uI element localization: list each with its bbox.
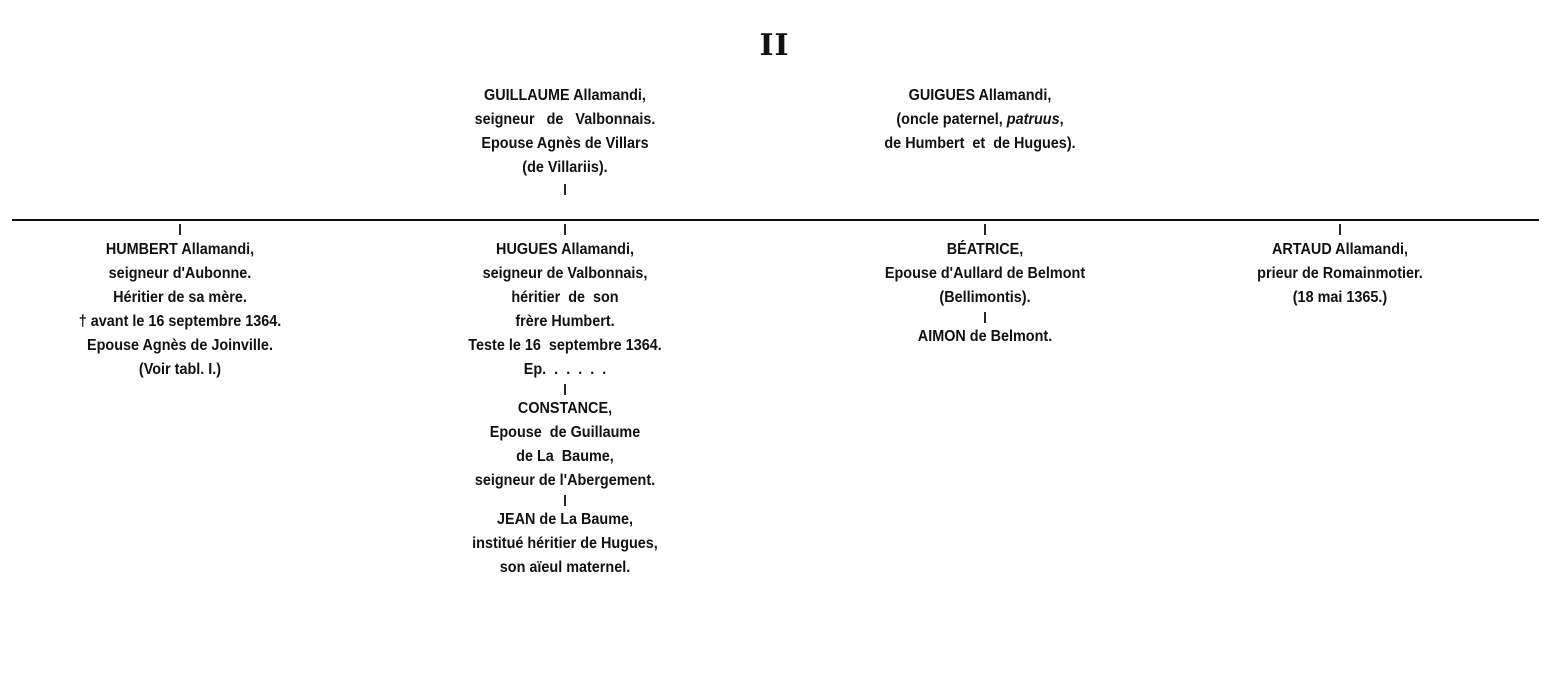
guillaume-title: seigneur de Valbonnais. xyxy=(474,111,656,128)
hugues-heir-2: frère Humbert. xyxy=(515,313,615,330)
descent-line xyxy=(1339,224,1341,235)
guillaume-spouse-latin: (de Villariis). xyxy=(522,159,608,176)
person-humbert xyxy=(18,222,342,382)
hugues-name: HUGUES Allamandi, xyxy=(496,241,634,258)
guigues-relation-comma: , xyxy=(1059,111,1064,128)
beatrice-name: BÉATRICE, xyxy=(946,241,1024,258)
jean-name: JEAN de La Baume, xyxy=(496,511,634,528)
aimon-name: AIMON de Belmont. xyxy=(917,328,1053,345)
person-guillaume xyxy=(412,84,718,201)
guigues-relation xyxy=(827,108,1133,132)
constance-spouse-title: seigneur de l'Abergement. xyxy=(474,472,656,489)
humbert-inheritance: Héritier de sa mère. xyxy=(113,289,247,306)
jean-heir: institué héritier de Hugues, xyxy=(472,535,658,552)
generation-divider xyxy=(12,219,1539,221)
constance-spouse: Epouse de Guillaume xyxy=(489,424,641,441)
descent-line xyxy=(564,495,566,506)
descent-line xyxy=(179,224,181,235)
person-artaud xyxy=(1187,222,1493,310)
constance-spouse-2: de La Baume, xyxy=(516,448,614,465)
descent-line xyxy=(564,224,566,235)
guigues-relation-latin: patruus xyxy=(1006,111,1060,128)
person-hugues xyxy=(412,222,718,580)
person-beatrice xyxy=(832,222,1138,349)
descent-line xyxy=(984,224,986,235)
humbert-name: HUMBERT Allamandi, xyxy=(105,241,255,258)
descent-line xyxy=(564,184,566,195)
guigues-name: GUIGUES Allamandi, xyxy=(908,87,1052,104)
descent-line xyxy=(984,312,986,323)
person-guigues xyxy=(827,84,1133,156)
table-number-heading: II xyxy=(759,28,790,63)
hugues-title: seigneur de Valbonnais, xyxy=(482,265,648,282)
beatrice-spouse: Epouse d'Aullard de Belmont xyxy=(884,265,1086,282)
guigues-relation-2: de Humbert et de Hugues). xyxy=(884,135,1076,152)
hugues-testament: Teste le 16 septembre 1364. xyxy=(468,337,662,354)
beatrice-spouse-latin: (Bellimontis). xyxy=(939,289,1031,306)
jean-relation: son aïeul maternel. xyxy=(499,559,631,576)
artaud-title: prieur de Romainmotier. xyxy=(1257,265,1423,282)
humbert-spouse: Epouse Agnès de Joinville. xyxy=(87,337,273,354)
descent-line xyxy=(564,384,566,395)
hugues-heir: héritier de son xyxy=(511,289,619,306)
artaud-name: ARTAUD Allamandi, xyxy=(1271,241,1409,258)
guillaume-spouse: Epouse Agnès de Villars xyxy=(481,135,649,152)
guigues-relation-text: (oncle paternel, xyxy=(896,111,1007,128)
humbert-title: seigneur d'Aubonne. xyxy=(108,265,252,282)
constance-name: CONSTANCE, xyxy=(517,400,613,417)
hugues-spouse: Ep. . . . . . xyxy=(523,361,607,378)
artaud-date: (18 mai 1365.) xyxy=(1292,289,1388,306)
humbert-death: † avant le 16 septembre 1364. xyxy=(78,313,282,330)
guillaume-name: GUILLAUME Allamandi, xyxy=(484,87,646,104)
humbert-reference: (Voir tabl. I.) xyxy=(138,361,222,378)
